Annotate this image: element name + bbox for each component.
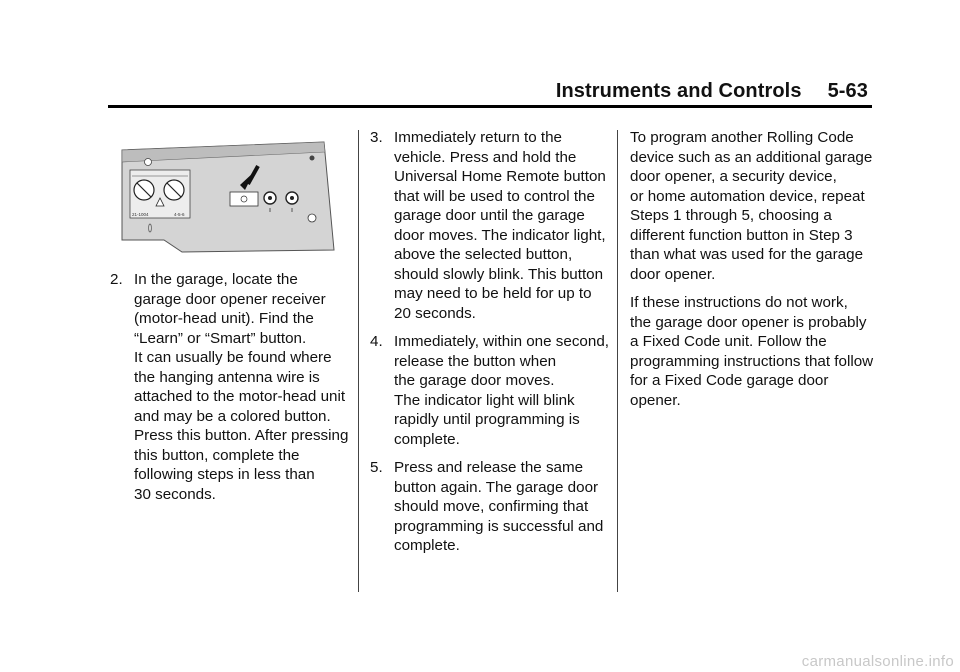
section-title: Instruments and Controls [555, 80, 802, 102]
step-number: 5. [370, 459, 383, 476]
page-header [556, 80, 868, 103]
column-3 [630, 128, 880, 419]
step-number: 4. [370, 333, 383, 350]
step-text: Immediately return to the vehicle. Press and hold the Universal Home Remote button that will be used to control the garage door until the garage door moves. The indicator light, above the selected button, should slowly blink. This button may need to be held for up to 20 seconds. [394, 129, 606, 322]
paragraph: If these instructions do not work, the garage door opener is probably a Fixed Code unit. Follow the programming instructions that follow for a Fixed Code garage door opener. [630, 294, 874, 409]
page-number: 5-63 [827, 80, 868, 102]
list-item [370, 458, 615, 556]
step-number: 2. [110, 271, 123, 288]
list-item [370, 128, 615, 323]
list-item [110, 270, 350, 504]
screw-icon [310, 156, 315, 161]
step-text: Immediately, within one second, release the button when the garage door moves. The indicator light will blink rapidly until programming is complete. [394, 333, 609, 448]
label-right-code: 4-5-6 [174, 212, 185, 217]
label-left-code: 21-1004 [132, 212, 149, 217]
paragraph: To program another Rolling Code device such as an additional garage door opener, a security device, or home automation device, repeat Steps 1 through 5, choosing a different function button in Step 3 than what was used for the garage door opener. [630, 129, 873, 283]
list-item [370, 332, 615, 449]
screw-icon [145, 159, 152, 166]
home-remote-panel-illustration [112, 140, 338, 256]
column-divider-2 [617, 130, 618, 592]
column-2 [370, 128, 615, 565]
step-text: Press and release the same button again. The garage door should move, confirming that programming is successful and complete. [394, 459, 604, 554]
step-text: In the garage, locate the garage door opener receiver (motor-head unit). Find the “Learn” or “Smart” button. It can usually be found where the hanging antenna wire is attached to the motor-head unit and may be a colored button. Press this button. After pressing this button, complete the following steps in less than 30 seconds. [134, 271, 349, 503]
header-rule [108, 105, 872, 108]
watermark: carmanualsonline.info [801, 653, 954, 670]
column-1 [110, 270, 350, 513]
button-icon [230, 192, 258, 206]
step-number: 3. [370, 129, 383, 146]
column-divider-1 [358, 130, 359, 592]
